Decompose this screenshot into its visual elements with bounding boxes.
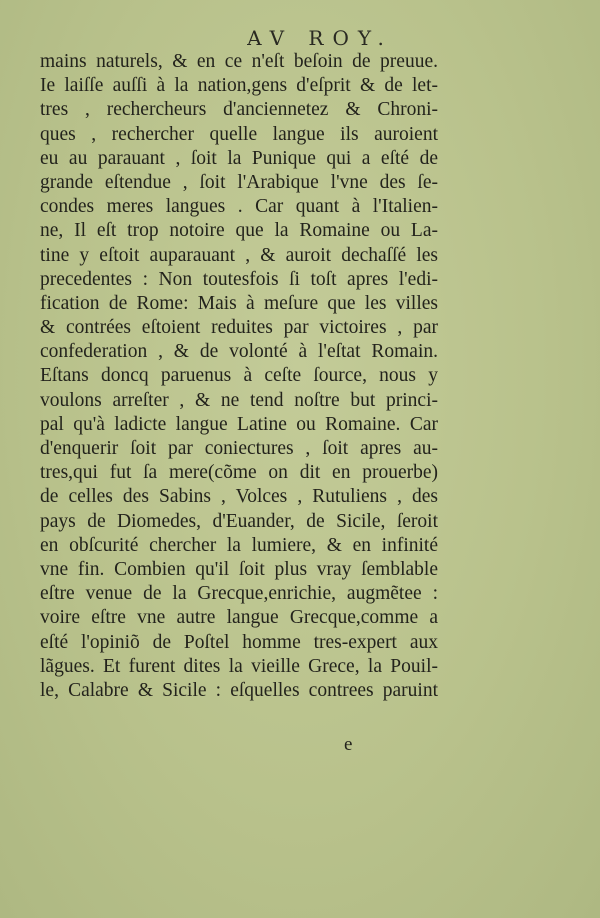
text-line: en obſcurité chercher la lumiere, & en infinité	[40, 534, 438, 556]
text-line: condes meres langues . Car quant à l'Italien-	[40, 196, 438, 218]
body-text	[40, 50, 438, 703]
text-line: mains naturels, & en ce n'eſt beſoin de preuue.	[40, 51, 438, 72]
text-line: Eſtans doncq paruenus à ceſte ſource, nous y	[40, 365, 438, 387]
text-line: d'enquerir ſoit par coniectures , ſoit apres au-	[40, 438, 438, 459]
text-line: ques , rechercher quelle langue ils auroient	[40, 123, 438, 145]
catchword: e	[344, 734, 353, 755]
text-line: precedentes : Non toutesfois ſi toſt apres l'edi-	[40, 268, 438, 290]
text-line: grande eſtendue , ſoit l'Arabique l'vne des ſe-	[40, 171, 438, 193]
text-line: pal qu'à ladicte langue Latine ou Romaine. Car	[40, 413, 438, 435]
text-line: de celles des Sabins , Volces , Rutuliens , des	[40, 486, 438, 508]
text-line: eſté l'opiniõ de Poſtel homme tres-expert aux	[40, 631, 438, 653]
text-line: eu au parauant , ſoit la Punique qui a eſté de	[40, 147, 438, 169]
text-line: & contrées eſtoient reduites par victoires , par	[40, 317, 438, 339]
text-line: pays de Diomedes, d'Euander, de Sicile, ſeroit	[40, 510, 438, 532]
text-line: tres , rechercheurs d'anciennetez & Chroni-	[40, 99, 438, 121]
text-line: voulons arreſter , & ne tend noſtre but princi-	[40, 389, 438, 411]
text-line: ne, Il eſt trop notoire que la Romaine ou La-	[40, 220, 438, 242]
text-line: vne fin. Combien qu'il ſoit plus vray ſemblable	[40, 558, 438, 580]
text-line: tine y eſtoit auparauant , & auroit dechaſſé les	[40, 244, 438, 266]
text-line: le, Calabre & Sicile : eſquelles contrees paruint	[40, 679, 438, 701]
text-line: fication de Rome: Mais à meſure que les villes	[40, 292, 438, 314]
text-line: confederation , & de volonté à l'eſtat Romain.	[40, 341, 438, 363]
text-line: eſtre venue de la Grecque,enrichie, augmẽtee :	[40, 583, 438, 605]
text-line: tres,qui fut ſa mere(cõme on dit en prouerbe)	[40, 462, 438, 484]
text-line: voire eſtre vne autre langue Grecque,comme a	[40, 607, 438, 629]
running-head: AV ROY.	[247, 26, 393, 50]
text-line: Ie laiſſe auſſi à la nation,gens d'eſprit & de let-	[40, 75, 438, 97]
text-line: lãgues. Et furent dites la vieille Grece, la Pouil-	[40, 655, 438, 677]
